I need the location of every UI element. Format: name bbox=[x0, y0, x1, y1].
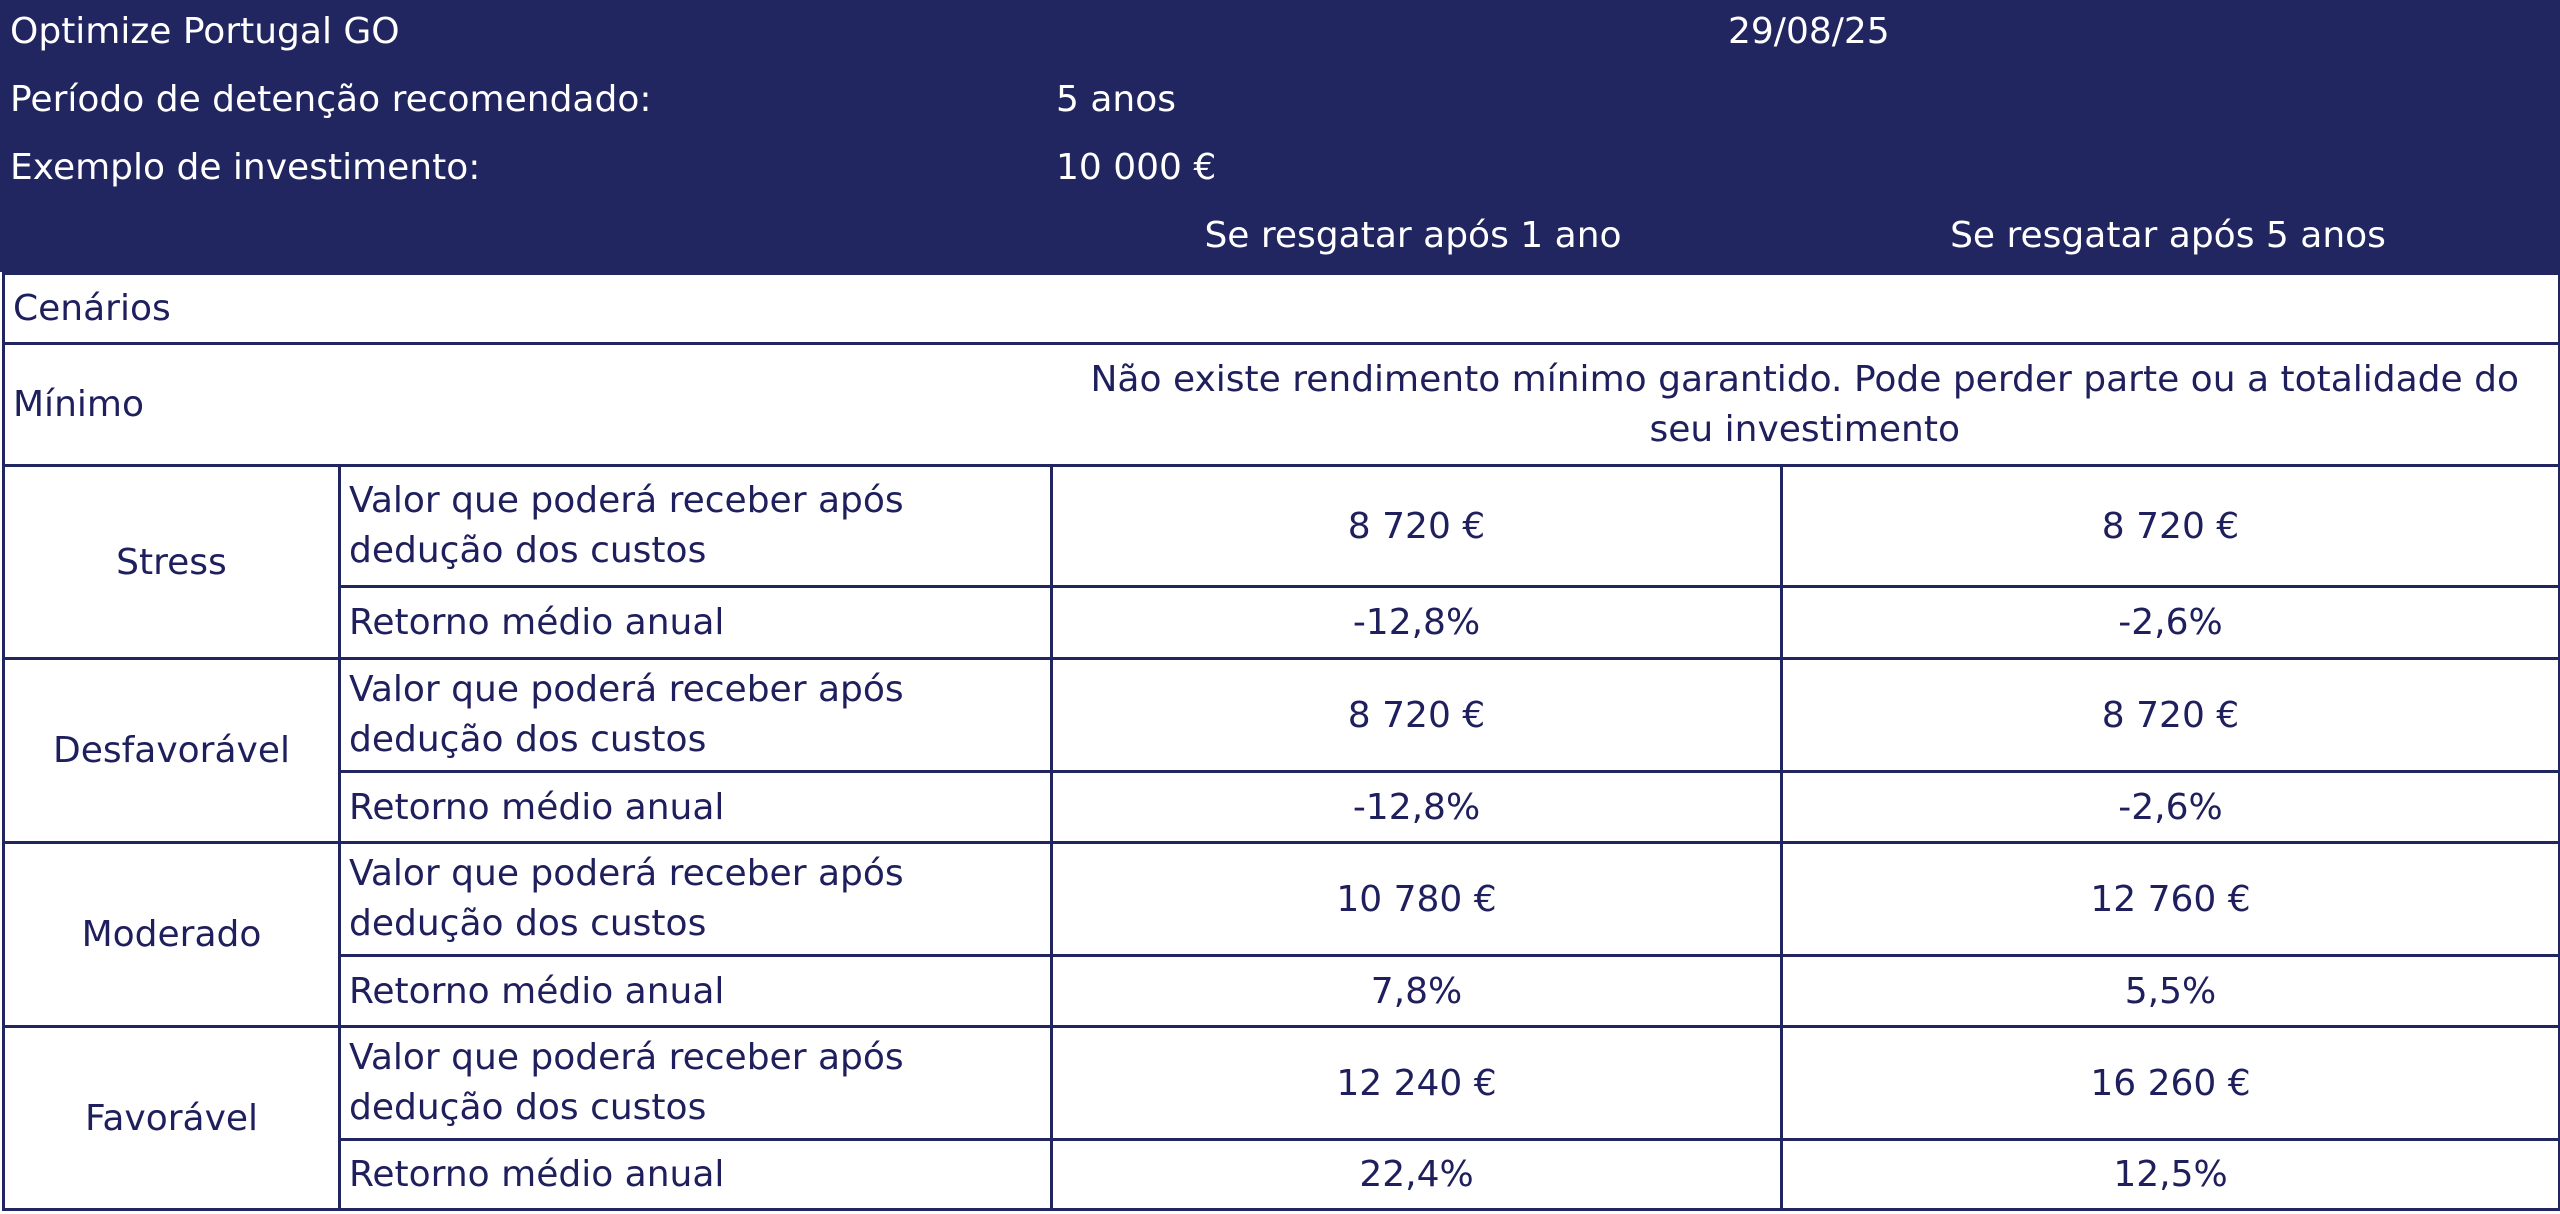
stress-return-1y: -12,8% bbox=[1052, 587, 1782, 659]
value-after-costs-label: Valor que poderá receber após dedução dos custos bbox=[340, 1027, 1052, 1140]
moderate-return-1y: 7,8% bbox=[1052, 956, 1782, 1027]
scenario-name-favourable: Favorável bbox=[4, 1027, 340, 1210]
scenario-name-unfavourable: Desfavorável bbox=[4, 659, 340, 843]
holding-period-label: Período de detenção recomendado: bbox=[10, 79, 652, 120]
table-row bbox=[4, 466, 2560, 587]
product-name: Optimize Portugal GO bbox=[10, 11, 400, 52]
unfavourable-return-5y: -2,6% bbox=[1782, 772, 2560, 843]
table-row bbox=[4, 956, 2560, 1027]
average-return-label: Retorno médio anual bbox=[340, 1140, 1052, 1210]
table-row bbox=[4, 1140, 2560, 1210]
investment-example-label: Exemplo de investimento: bbox=[10, 147, 481, 188]
minimum-note: Não existe rendimento mínimo garantido. Pode perder parte ou a totalidade do seu investimento bbox=[1052, 344, 2560, 466]
scenarios-table bbox=[2, 272, 2560, 1211]
moderate-value-5y: 12 760 € bbox=[1782, 843, 2560, 956]
table-row bbox=[4, 843, 2560, 956]
document-date: 29/08/25 bbox=[1728, 11, 1890, 52]
investment-example-value: 10 000 € bbox=[1056, 147, 1217, 188]
average-return-label: Retorno médio anual bbox=[340, 772, 1052, 843]
average-return-label: Retorno médio anual bbox=[340, 587, 1052, 659]
minimum-spacer bbox=[340, 344, 1052, 466]
favourable-return-1y: 22,4% bbox=[1052, 1140, 1782, 1210]
stress-return-5y: -2,6% bbox=[1782, 587, 2560, 659]
favourable-return-5y: 12,5% bbox=[1782, 1140, 2560, 1210]
value-after-costs-label: Valor que poderá receber após dedução dos custos bbox=[340, 466, 1052, 587]
scenarios-title: Cenários bbox=[4, 274, 2560, 344]
column-header-5-years: Se resgatar após 5 anos bbox=[1950, 215, 2386, 256]
table-row bbox=[4, 772, 2560, 843]
minimum-label: Mínimo bbox=[4, 344, 340, 466]
favourable-value-1y: 12 240 € bbox=[1052, 1027, 1782, 1140]
holding-period-value: 5 anos bbox=[1056, 79, 1177, 120]
stress-value-1y: 8 720 € bbox=[1052, 466, 1782, 587]
header-band bbox=[0, 0, 2560, 272]
moderate-value-1y: 10 780 € bbox=[1052, 843, 1782, 956]
unfavourable-return-1y: -12,8% bbox=[1052, 772, 1782, 843]
column-header-1-year: Se resgatar após 1 ano bbox=[1204, 215, 1622, 256]
stress-value-5y: 8 720 € bbox=[1782, 466, 2560, 587]
value-after-costs-label: Valor que poderá receber após dedução dos custos bbox=[340, 659, 1052, 772]
table-row bbox=[4, 587, 2560, 659]
scenarios-title-row bbox=[4, 274, 2560, 344]
table-row bbox=[4, 1027, 2560, 1140]
unfavourable-value-5y: 8 720 € bbox=[1782, 659, 2560, 772]
favourable-value-5y: 16 260 € bbox=[1782, 1027, 2560, 1140]
moderate-return-5y: 5,5% bbox=[1782, 956, 2560, 1027]
value-after-costs-label: Valor que poderá receber após dedução dos custos bbox=[340, 843, 1052, 956]
average-return-label: Retorno médio anual bbox=[340, 956, 1052, 1027]
minimum-row bbox=[4, 344, 2560, 466]
scenario-name-moderate: Moderado bbox=[4, 843, 340, 1027]
unfavourable-value-1y: 8 720 € bbox=[1052, 659, 1782, 772]
scenario-name-stress: Stress bbox=[4, 466, 340, 659]
table-row bbox=[4, 659, 2560, 772]
